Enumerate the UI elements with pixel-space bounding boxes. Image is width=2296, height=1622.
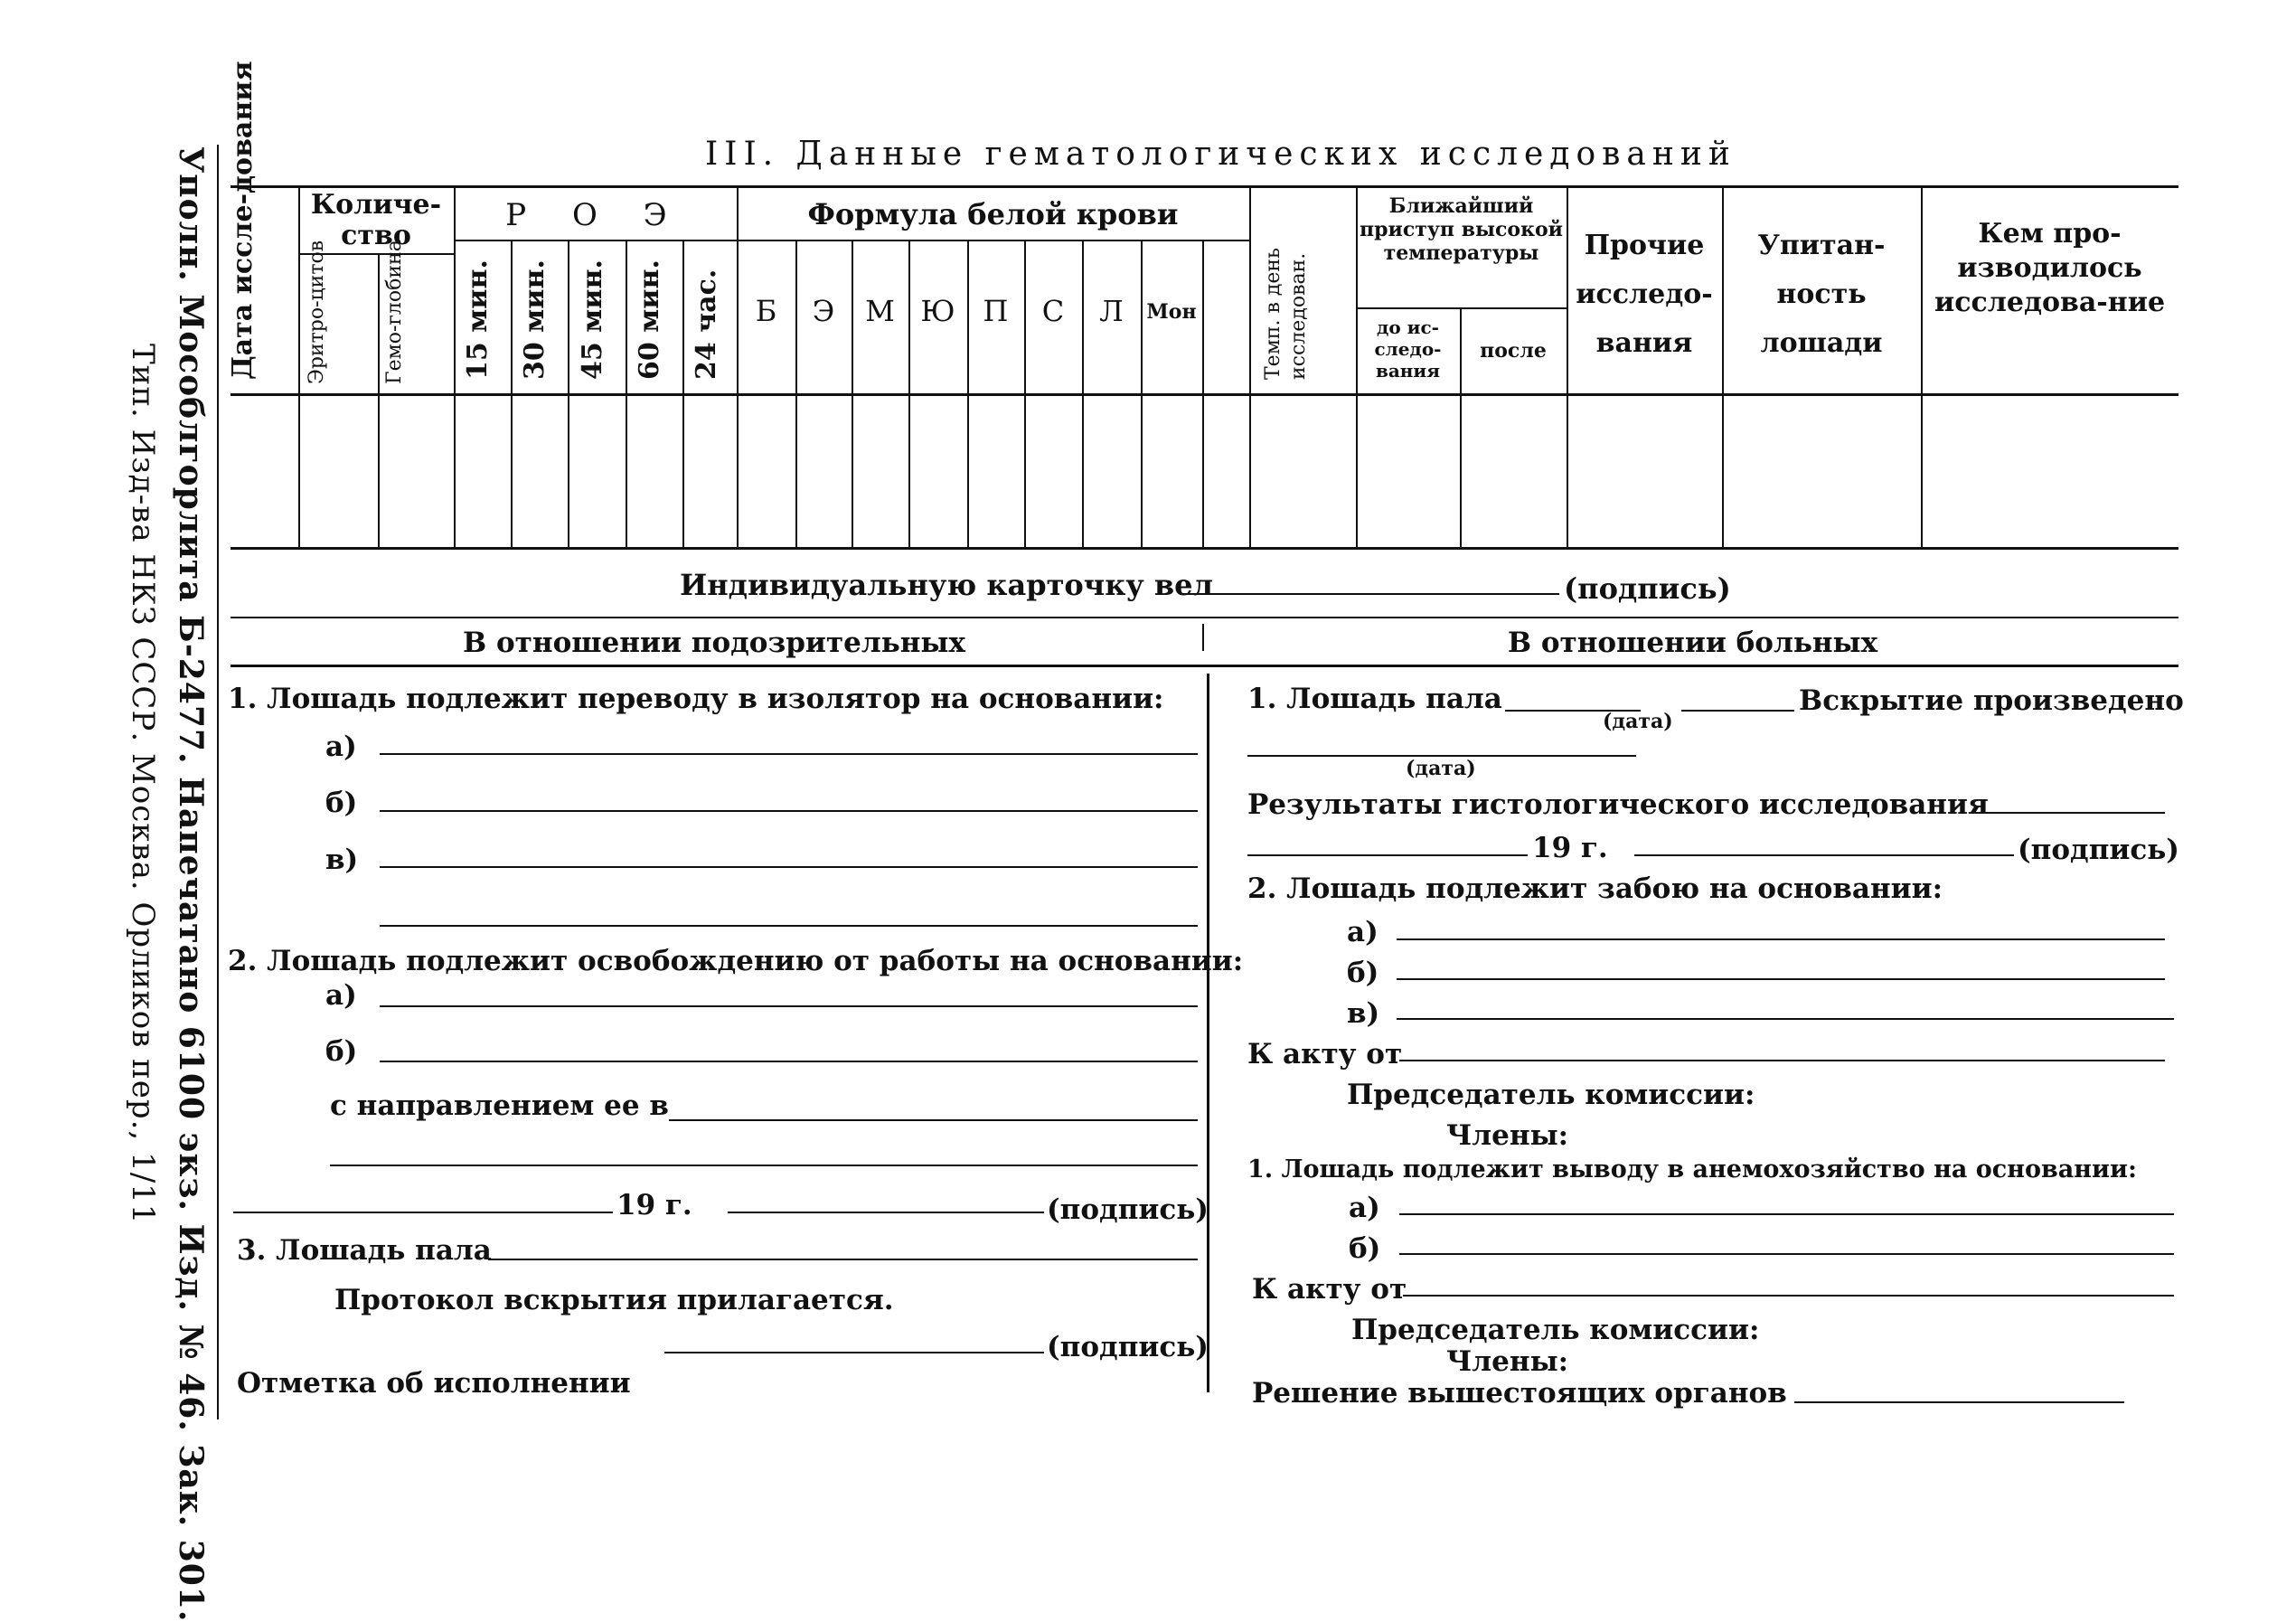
suspicious-2-b-field[interactable]	[380, 1061, 1198, 1062]
header-date: Дата иссле-дования	[227, 61, 259, 380]
suspicious-signature2-field[interactable]	[664, 1352, 1044, 1353]
col-sep	[1249, 185, 1251, 547]
margin-rule	[217, 145, 219, 1419]
sick-act-field[interactable]	[1399, 1060, 2165, 1061]
sick-3-b-label: б)	[1349, 1232, 1381, 1265]
card-kept-by-line[interactable]	[1180, 593, 1559, 595]
sick-decision-field[interactable]	[1794, 1401, 2124, 1403]
suspicious-protocol: Протокол вскрытия прилагается.	[334, 1284, 894, 1316]
printer-imprint-left: Уполн. Мособлгорлита Б-2477. Напечатано 6100 экз. Изд. № 46. Зак. 301.	[172, 146, 210, 1622]
section-divider	[1207, 674, 1209, 1392]
sick-members: Члены:	[1446, 1119, 1569, 1152]
sick-act2-field[interactable]	[1403, 1295, 2174, 1297]
suspicious-direction-extra-field[interactable]	[330, 1165, 1198, 1166]
sick-members-2: Члены:	[1446, 1345, 1569, 1378]
suspicious-1-extra-field[interactable]	[380, 925, 1198, 927]
col-sep	[1024, 240, 1026, 547]
header-other: Прочие исследо-вания	[1576, 230, 1713, 359]
header-hemoglobin: Гемо-глобина	[383, 240, 406, 384]
col-sep	[568, 240, 569, 547]
formula-col-e: Э	[812, 294, 835, 328]
sick-act-label: К акту от	[1247, 1038, 1403, 1070]
suspicious-signature2-label: (подпись)	[1047, 1331, 1209, 1363]
header-who: Кем про-изводилось исследова-ние	[1934, 218, 2166, 318]
formula-col-m: М	[865, 294, 895, 328]
col-sep	[967, 240, 969, 547]
suspicious-1-b-field[interactable]	[380, 810, 1198, 812]
suspicious-2-b-label: б)	[325, 1035, 358, 1068]
header-temp: Темп. в день исследован.	[1262, 247, 1310, 380]
table-top-rule	[231, 185, 2178, 188]
sick-3-a-label: а)	[1349, 1192, 1380, 1224]
header-rule	[454, 240, 737, 241]
col-sep	[378, 253, 380, 547]
header-erythrocytes: Эритро-цитов	[306, 240, 328, 384]
sick-item-1: 1. Лошадь пала	[1247, 683, 1502, 715]
sick-3-a-field[interactable]	[1399, 1213, 2174, 1215]
sick-histology-date-field[interactable]	[1247, 854, 1528, 856]
suspicious-item-2: 2. Лошадь подлежит освобождению от работы на основании:	[228, 945, 1244, 977]
sick-3-b-field[interactable]	[1399, 1253, 2174, 1255]
suspicious-signature-field[interactable]	[728, 1212, 1044, 1213]
card-signature-label: (подпись)	[1564, 571, 1731, 606]
printer-imprint-right: Тип. Изд-ва НКЗ СССР. Москва. Орликов пер., 1/11	[125, 344, 161, 1225]
formula-col-p: П	[983, 294, 1009, 328]
suspicious-item-3: 3. Лошадь пала	[237, 1234, 492, 1267]
header-formula: Формула белой крови	[807, 197, 1179, 231]
sick-2-b-field[interactable]	[1397, 978, 2165, 980]
col-sep	[1202, 240, 1204, 547]
col-sep	[908, 240, 910, 547]
suspicious-1-v-field[interactable]	[380, 866, 1198, 868]
roe-15-min: 15 мин.	[462, 259, 494, 380]
section-rule	[231, 665, 2178, 667]
suspicious-2-a-label: а)	[325, 979, 357, 1012]
suspicious-1-b-label: б)	[325, 787, 358, 819]
suspicious-date-field[interactable]	[233, 1212, 613, 1213]
sick-date-label: (дата)	[1603, 710, 1673, 733]
header-attack-before: до ис-следо-вания	[1374, 316, 1442, 382]
card-kept-by: Индивидуальную карточку вел	[680, 568, 1214, 602]
sick-signature-field[interactable]	[1634, 854, 2014, 856]
formula-col-s: С	[1041, 294, 1065, 328]
header-attack: Ближайший приступ высокой температуры	[1360, 194, 1563, 265]
col-sep	[682, 240, 684, 547]
suspicious-3-field[interactable]	[488, 1259, 1198, 1260]
header-roe: Р О Э	[505, 197, 685, 233]
header-rule	[737, 240, 1249, 241]
suspicious-year-label: 19 г.	[616, 1189, 692, 1221]
col-sep	[795, 240, 797, 547]
sick-heading: В отношении больных	[1507, 627, 1878, 659]
formula-col-mon: Мон	[1146, 300, 1197, 324]
suspicious-1-a-label: а)	[325, 731, 357, 763]
suspicious-item-1: 1. Лошадь подлежит переводу в изолятор на основании:	[228, 683, 1164, 715]
suspicious-signature-label: (подпись)	[1047, 1193, 1209, 1226]
col-sep	[626, 240, 627, 547]
sick-item-3: 1. Лошадь подлежит выводу в анемохозяйство на основании:	[1247, 1155, 2137, 1183]
sick-2-b-label: б)	[1347, 957, 1379, 989]
sick-act2-label: К акту от	[1252, 1273, 1407, 1306]
header-rule	[1356, 307, 1567, 309]
formula-col-yu: Ю	[920, 294, 955, 328]
suspicious-direction-label: с направлением ее в	[330, 1089, 669, 1122]
formula-col-b: Б	[755, 294, 777, 328]
table-title: III. Данные гематологических исследований	[705, 136, 1736, 173]
col-sep	[852, 240, 853, 547]
section-divider-top	[1202, 624, 1204, 651]
roe-30-min: 30 мин.	[519, 259, 550, 380]
sick-histology-label: Результаты гистологического исследования	[1247, 788, 1989, 821]
sick-year-label: 19 г.	[1532, 832, 1608, 864]
sick-signature-label: (подпись)	[2018, 834, 2179, 866]
sick-2-a-field[interactable]	[1397, 938, 2165, 940]
table-header-rule	[231, 393, 2178, 396]
sick-item-2: 2. Лошадь подлежит забою на основании:	[1247, 872, 1943, 905]
sick-autopsy-label: Вскрытие произведено	[1799, 684, 2184, 717]
suspicious-direction-field[interactable]	[669, 1119, 1198, 1121]
sick-histology-field[interactable]	[1975, 812, 2165, 814]
table-bottom-rule	[231, 547, 2178, 550]
roe-45-min: 45 мин.	[577, 259, 608, 380]
roe-60-min: 60 мин.	[634, 259, 665, 380]
header-quantity: Количе-ство	[310, 189, 442, 251]
header-attack-after: после	[1480, 339, 1547, 363]
suspicious-heading: В отношении подозрительных	[463, 627, 965, 659]
header-nutrition: Упитан-ность лошади	[1757, 230, 1886, 359]
card-rule	[231, 617, 2178, 618]
sick-death-date-field-2[interactable]	[1681, 710, 1794, 712]
sick-2-v-field[interactable]	[1397, 1018, 2174, 1020]
sick-date-label-2: (дата)	[1406, 757, 1476, 780]
sick-2-a-label: а)	[1347, 916, 1379, 948]
suspicious-2-a-field[interactable]	[380, 1005, 1198, 1007]
roe-24-hour: 24 час.	[691, 269, 722, 380]
sick-chairman: Председатель комиссии:	[1347, 1079, 1755, 1111]
suspicious-1-a-field[interactable]	[380, 753, 1198, 755]
col-sep	[511, 240, 513, 547]
sick-chairman-2: Председатель комиссии:	[1351, 1314, 1760, 1346]
sick-2-v-label: в)	[1347, 997, 1380, 1030]
col-sep	[1082, 240, 1084, 547]
suspicious-1-v-label: в)	[325, 844, 359, 876]
suspicious-mark: Отметка об исполнении	[237, 1367, 631, 1400]
col-sep	[1141, 240, 1143, 547]
formula-col-l: Л	[1099, 294, 1124, 328]
sick-decision-label: Решение вышестоящих органов	[1252, 1377, 1787, 1410]
